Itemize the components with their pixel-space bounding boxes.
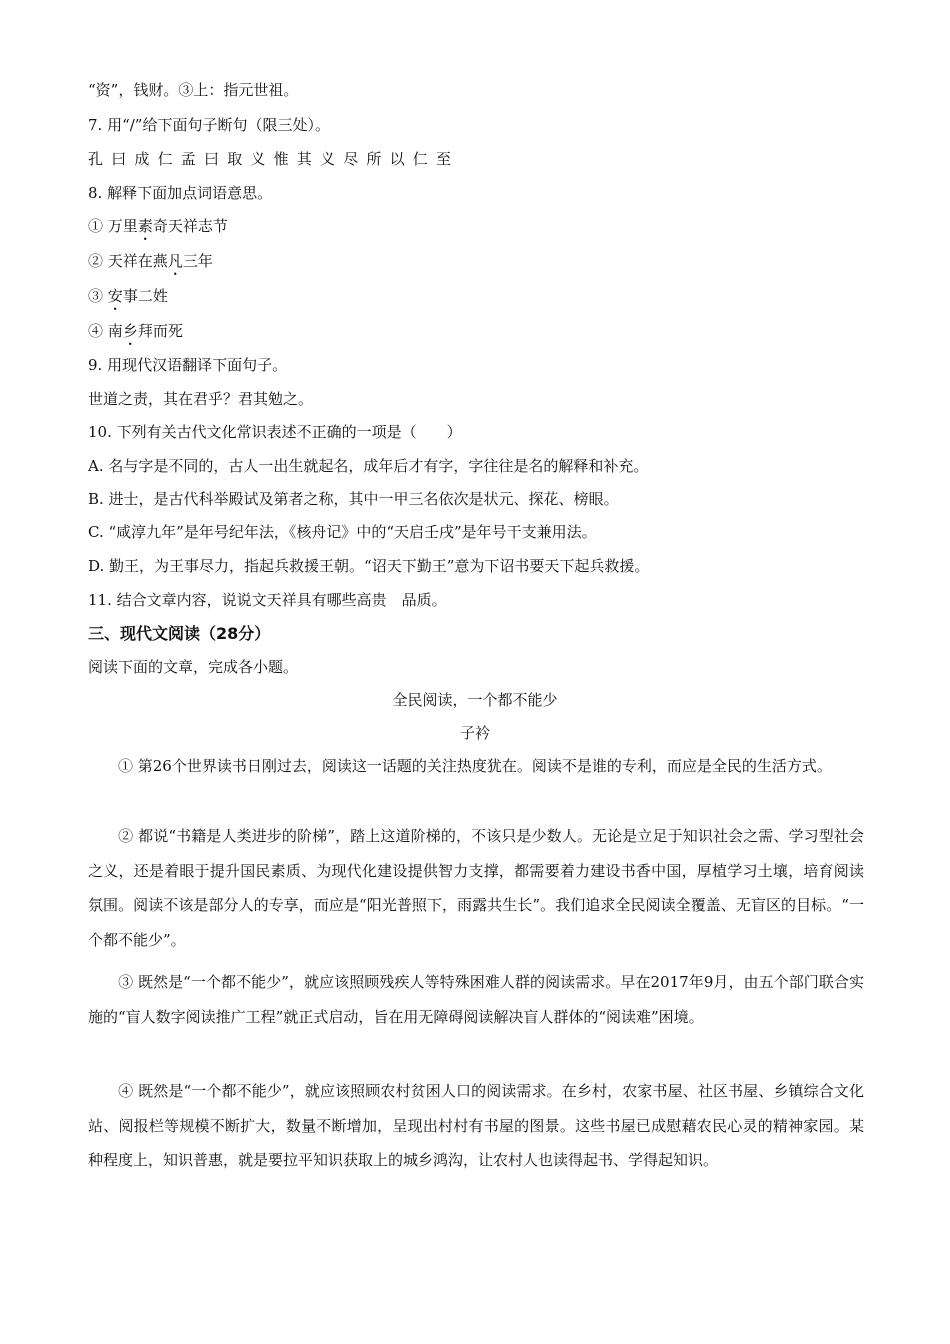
q8-item-post: 事二姓	[122, 287, 168, 305]
q10-option-a: A. 名与字是不同的，古人一出生就起名，成年后才有字，字往往是名的解释和补充。	[88, 457, 649, 475]
q8-item-num: ④	[88, 322, 104, 340]
q11-prompt: 11. 结合文章内容，说说文天祥具有哪些高贵 品质。	[88, 591, 447, 609]
q8-item-num: ②	[88, 252, 104, 270]
q8-item-2	[88, 251, 213, 279]
top-note: “资”，钱财。③上：指元世祖。	[88, 81, 299, 99]
q8-dotted-word: 素	[137, 217, 153, 235]
article-title: 全民阅读，一个都不能少	[392, 691, 558, 709]
q8-item-post: 拜而死	[137, 322, 183, 340]
article-paragraph-4	[88, 1074, 864, 1178]
q10-option-b: B. 进士，是古代科举殿试及第者之称，其中一甲三名依次是状元、探花、榜眼。	[88, 490, 619, 508]
q8-dotted-word: 乡	[122, 322, 138, 340]
paragraph-text: ④ 既然是“一个都不能少”，就应该照顾农村贫困人口的阅读需求。在乡村，农家书屋、社区书屋、乡镇综合文化站、阅报栏等规模不断扩大，数量不断增加，呈现出村村有书屋的图景。这些书屋已成慰藉农民心灵的精神家园。某种程度上，知识普惠，就是要拉平知识获取上的城乡鸿沟，让农村人也读得起书、学得起知识。	[88, 1082, 864, 1170]
article-paragraph-1	[88, 749, 864, 784]
paragraph-text: ③ 既然是“一个都不能少”，就应该照顾残疾人等特殊困难人群的阅读需求。早在2017年9月，由五个部门联合实施的“盲人数字阅读推广工程”就正式启动，旨在用无障碍阅读解决盲人群体的“阅读难”困境。	[88, 973, 864, 1026]
q10-prompt: 10. 下列有关古代文化常识表述不正确的一项是（ ）	[88, 423, 462, 441]
section-instruction: 阅读下面的文章，完成各小题。	[88, 658, 299, 676]
q8-dotted-word: 安	[107, 287, 123, 305]
article-paragraph-2	[88, 819, 864, 957]
q8-item-post: 三年	[182, 252, 213, 270]
q7-sentence: 孔曰成仁孟曰取义惟其义尽所以仁至	[88, 150, 460, 168]
q8-item-num: ①	[88, 217, 104, 235]
q10-option-d: D. 勤王，为王事尽力，指起兵救援王朝。“诏天下勤王”意为下诏书要天下起兵救援。	[88, 557, 650, 575]
q9-prompt: 9. 用现代汉语翻译下面句子。	[88, 356, 288, 374]
q8-item-4	[88, 321, 183, 349]
q8-item-post: 奇天祥志节	[152, 217, 228, 235]
article-paragraph-3	[88, 965, 864, 1034]
q10-option-c: C. “咸淳九年”是年号纪年法，《核舟记》中的“天启壬戌”是年号干支兼用法。	[88, 523, 597, 541]
section-heading: 三、现代文阅读（28分）	[88, 624, 271, 643]
q7-prompt: 7. 用“/”给下面句子断句（限三处）。	[88, 116, 330, 134]
q8-item-3	[88, 286, 168, 314]
q8-item-num: ③	[88, 287, 104, 305]
paragraph-text: ① 第26个世界读书日刚过去，阅读这一话题的关注热度犹在。阅读不是谁的专利，而应是全民的生活方式。	[118, 757, 832, 775]
q8-prompt: 8. 解释下面加点词语意思。	[88, 184, 273, 202]
q8-item-pre: 南	[107, 322, 123, 340]
q9-sentence: 世道之责，其在君乎？君其勉之。	[88, 390, 314, 408]
q8-item-pre: 天祥在燕	[107, 252, 168, 270]
q8-item-pre: 万里	[107, 217, 138, 235]
q8-item-1	[88, 216, 228, 244]
q8-dotted-word: 凡	[167, 252, 183, 270]
article-author: 子衿	[459, 724, 490, 742]
paragraph-text: ② 都说“书籍是人类进步的阶梯”，踏上这道阶梯的，不该只是少数人。无论是立足于知识社会之需、学习型社会之义，还是着眼于提升国民素质、为现代化建设提供智力支撑，都需要着力建设书香中国，厚植学习土壤，培育阅读氛围。阅读不该是部分人的专享，而应是“阳光普照下，雨露共生长”。我们追求全民阅读全覆盖、无盲区的目标。“一个都不能少”。	[88, 827, 864, 949]
